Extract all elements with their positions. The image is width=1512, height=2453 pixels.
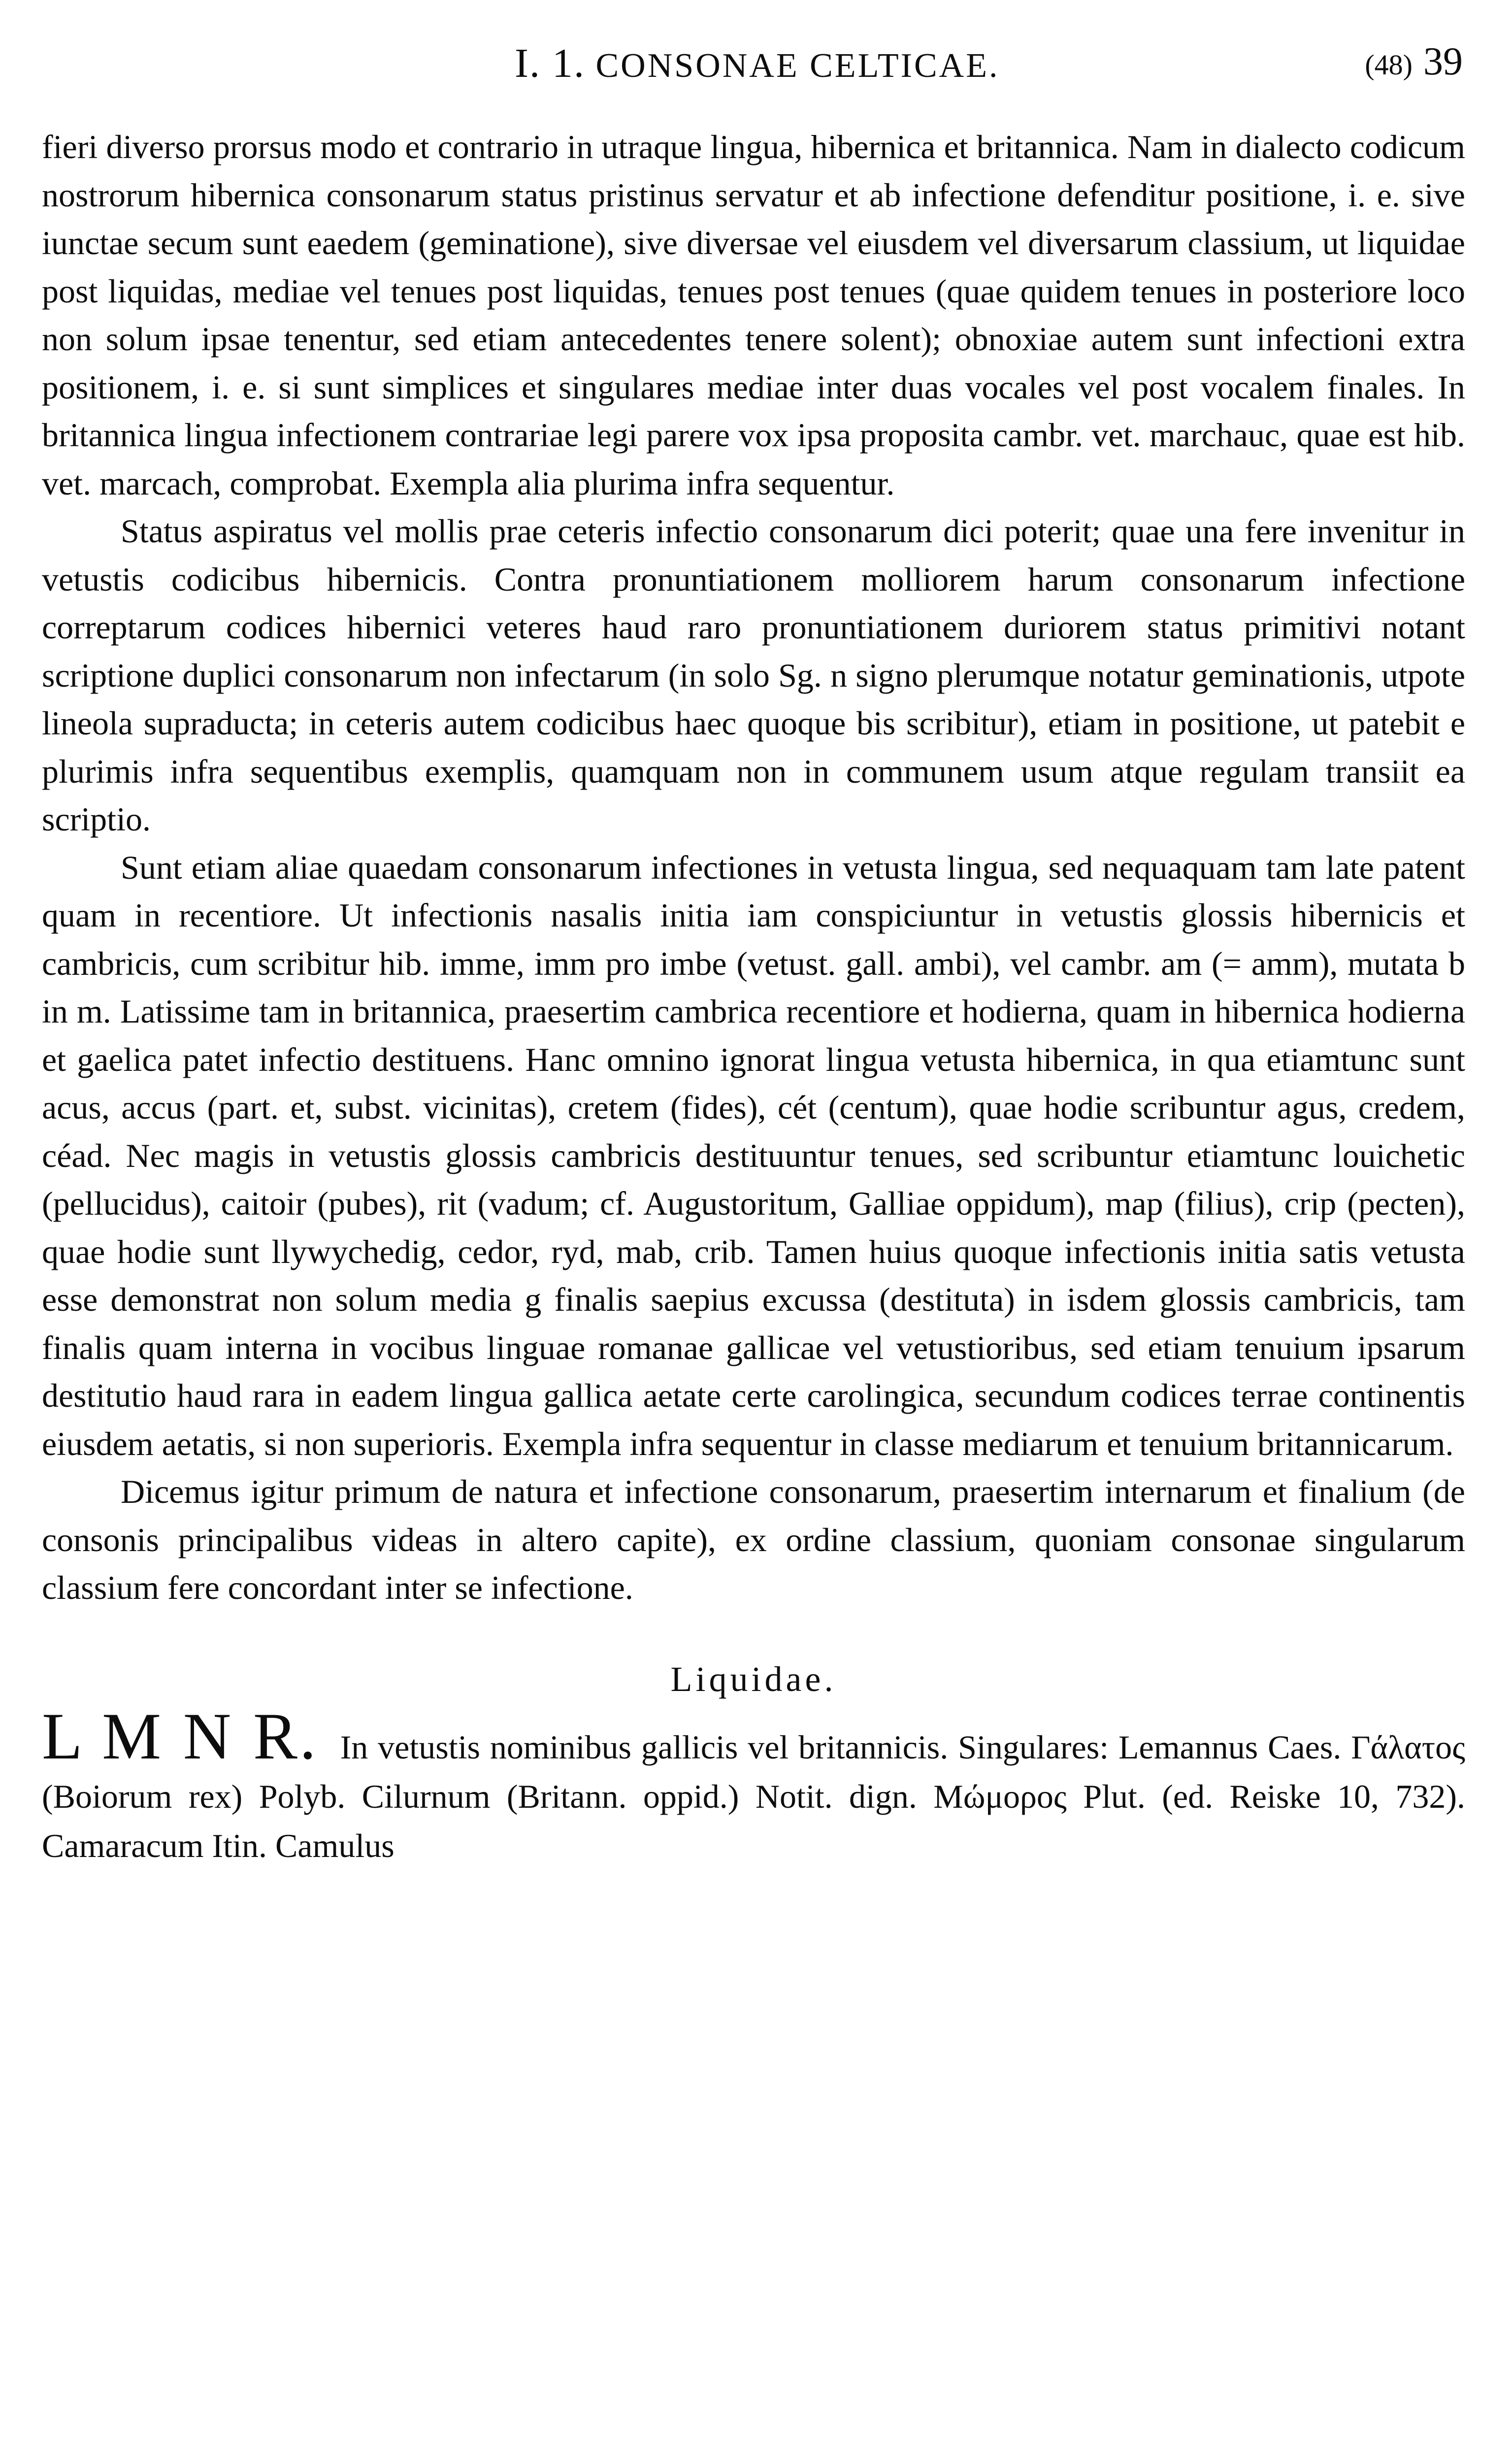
liquidae-text: In vetustis nominibus gallicis vel britannicis. Singulares: Lemannus Caes. Γάλατος (Boiorum rex) Polyb. Cilurnum (Britann. oppid.) Notit. dign. Μώμορος Plut. (ed. Reiske 10, 732). Camaracum Itin. Camulus (42, 1728, 1466, 1864)
paragraph-1: fieri diverso prorsus modo et contrario in utraque lingua, hibernica et britannica. Nam in dialecto codicum nostrorum hibernica consonarum status pristinus servatur et ab infectione defenditur positione, i. e. sive iunctae secum sunt eaedem (geminatione), sive diversae vel eiusdem vel diversarum classium, ut liquidae post liquidas, mediae vel tenues post liquidas, tenues post tenues (quae quidem tenues in posteriore loco non solum ipsae tenentur, sed etiam antecedentes tenere solent); obnoxiae autem sunt infectioni extra positionem, i. e. si sunt simplices et singulares mediae inter duas vocales vel post vocalem finales. In britannica lingua infectionem contrariae legi parere vox ipsa proposita cambr. vet. marchauc, quae est hib. vet. marcach, comprobat. Exempla alia plurima infra sequentur. (42, 128, 1465, 502)
page-numbers (1365, 39, 1463, 84)
chapter-number: I. 1. (515, 40, 585, 86)
liquidae-paragraph (42, 1699, 1466, 1870)
paragraph-4: Dicemus igitur primum de natura et infectione consonarum, praesertim internarum et finalium (de consonis principalibus videas in altero capite), ex ordine classium, quoniam consonae singularum classium fere concordant inter se infectione. (42, 1473, 1465, 1606)
running-header (42, 30, 1465, 89)
page-number: 39 (1423, 40, 1463, 83)
running-title: CONSONAE CELTICAE. (595, 47, 1000, 85)
paragraph-3: Sunt etiam aliae quaedam consonarum infectiones in vetusta lingua, sed nequaquam tam late patent quam in recentiore. Ut infectionis nasalis initia iam conspiciuntur in vetustis glossis hibernicis et cambricis, cum scribitur hib. imme, imm pro imbe (vetust. gall. ambi), vel cambr. am (= amm), mutata b in m. Latissime tam in britannica, praesertim cambrica recentiore et hodierna, quam in hibernica hodierna et gaelica patet infectio destituens. Hanc omnino ignorat lingua vetusta hibernica, in qua etiamtunc sunt acus, accus (part. et, subst. vicinitas), cretem (fides), cét (centum), quae hodie scribuntur agus, credem, céad. Nec magis in vetustis glossis cambricis destituuntur tenues, sed scribuntur etiamtunc louichetic (pellucidus), caitoir (pubes), rit (vadum; cf. Augustoritum, Galliae oppidum), map (filius), crip (pecten), quae hodie sunt llywychedig, cedor, ryd, mab, crib. Tamen huius quoque infectionis initia satis vetusta esse demonstrat non solum media g finalis saepius excussa (destituta) in isdem glossis cambricis, tam finalis quam interna in vocibus linguae romanae gallicae vel vetustioribus, sed etiam tenuium ipsarum destitutio haud rara in eadem lingua gallica aetate certe carolingica, secundum codices terrae continentis eiusdem aetatis, si non superioris. Exempla infra sequentur in classe mediarum et tenuium britannicarum. (42, 848, 1465, 1462)
liquidae-letters: L M N R. (42, 1699, 318, 1773)
paragraph-2: Status aspiratus vel mollis prae ceteris infectio consonarum dici poterit; quae una fere invenitur in vetustis codicibus hibernicis. Contra pronuntiationem molliorem harum consonarum infectione correptarum codices hibernici veteres haud raro pronuntiationem duriorem status primitivi notant scriptione duplici consonarum non infectarum (in solo Sg. n signo plerumque notatur geminationis, utpote lineola supraducta; in ceteris autem codicibus haec quoque bis scribitur), etiam in positione, ut patebit e plurimis infra sequentibus exemplis, quamquam non in communem usum atque regulam transiit ea scriptio. (42, 512, 1465, 838)
page (42, 30, 1465, 1870)
chapter-heading (515, 39, 999, 87)
original-page-number: (48) (1365, 49, 1413, 81)
section-heading: Liquidae. (670, 1659, 837, 1699)
body-text (42, 123, 1465, 1612)
